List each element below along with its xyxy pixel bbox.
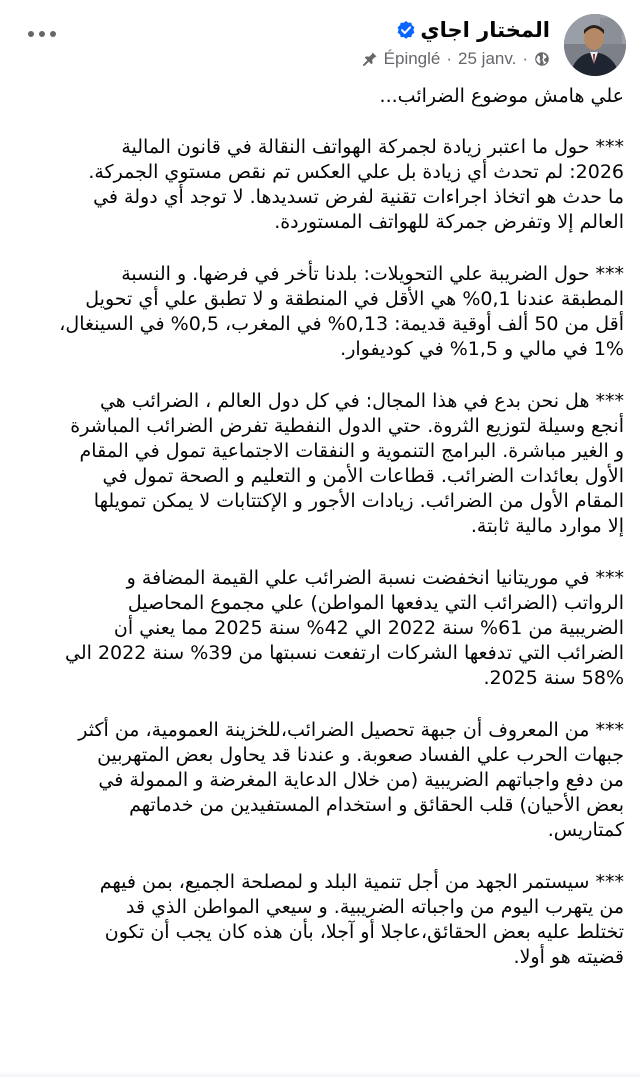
post-paragraph-customs: *** حول ما اعتبر زيادة لجمركة الهواتف النقالة في قانون المالية 2026: لم تحدث أي زيادة بل علي العكس تم نقص مستوي الجمركة. ما حدث هو اتخاذ اجراءات تقنية لفرض تسديدها. لا توجد أي دولة في العالم إلا وتفرض جمركة للهواتف المستوردة. bbox=[88, 136, 624, 233]
bottom-divider bbox=[0, 1071, 640, 1077]
post-header bbox=[0, 12, 640, 76]
author-name[interactable]: المختار اجاي bbox=[420, 18, 550, 42]
post-paragraph-transfer-tax: *** حول الضريبة علي التحويلات: بلدنا تأخر في فرضها. و النسبة المطبقة عندنا 0,1% هي الأقل في المنطقة و لا تطبق علي أي تحويل أقل من 50 ألف أوقية قديمة: 0,13% في المغرب، 0,5% في السينغال، 1% في مالي و 1,5% في كوديفوار. bbox=[59, 263, 624, 360]
post-paragraph-tax-collection: *** من المعروف أن جبهة تحصيل الضرائب،للخزينة العمومية، من أكثر جبهات الحرب علي الفساد صعوبة. و عندنا قد يحاول بعض المتهربين من دفع واجباتهم الضريبية (من خلال الدعاية المغرضة و الممولة في بعض الأحيان) قلب الحقائق و استخدام المستفيدين من خدماتهم كمتاريس. bbox=[78, 719, 624, 841]
post-body bbox=[14, 84, 624, 997]
author-line bbox=[396, 18, 550, 42]
post-paragraph-mauritania-ratios: *** في موريتانيا انخفضت نسبة الضرائب علي القيمة المضافة و الرواتب (الضرائب التي يدفعها المواطن) علي مجموع المحاصيل الضريبية من 61% سنة 2022 الي 42% سنة 2025 مما يعني أن الضرائب التي تدفعها الشركات ارتفعت نسبتها من 39% سنة 2022 الي 58% سنة 2025. bbox=[65, 567, 624, 689]
more-options-button[interactable] bbox=[22, 22, 62, 46]
more-dots-icon bbox=[39, 31, 45, 37]
post-paragraph-intro: علي هامش موضوع الضرائب... bbox=[379, 85, 624, 107]
meta-separator-2: · bbox=[522, 49, 528, 68]
more-dots-icon bbox=[50, 31, 56, 37]
meta-separator: · bbox=[446, 49, 453, 68]
avatar-photo-icon bbox=[564, 14, 626, 76]
pin-icon bbox=[362, 51, 378, 67]
post-paragraph-taxes-worldwide: *** هل نحن بدع في هذا المجال: في كل دول العالم ، الضرائب هي أنجع وسيلة لتوزيع الثروة. حتي الدول النفطية تفرض الضرائب المباشرة و الغير مباشرة. البرامج التنموية و النفقات الاجتماعية تمول في المقام الأول بعائدات الضرائب. قطاعات الأمن و التعليم و الصحة تمول في المقام الأول من الضرائب. زيادات الأجور و الإكتتابات لا يمكن تمويلها إلا موارد مالية ثابتة. bbox=[70, 390, 624, 537]
avatar[interactable] bbox=[564, 14, 626, 76]
verified-badge-icon bbox=[396, 20, 416, 40]
globe-icon[interactable] bbox=[534, 51, 550, 67]
pinned-label: Épinglé bbox=[383, 49, 441, 68]
post-meta bbox=[362, 49, 550, 69]
post-paragraph-conclusion: *** سيستمر الجهد من أجل تنمية البلد و لمصلحة الجميع، بمن فيهم من يتهرب اليوم من واجباته الضريبية. و سيعي المواطن الذي قد تختلط عليه بعض الحقائق،عاجلا أو آجلا، بأن هذه كان يجب أن تكون قضيته هو أولا. bbox=[99, 871, 624, 968]
more-dots-icon bbox=[28, 31, 34, 37]
post-date[interactable]: 25 janv. bbox=[458, 49, 517, 68]
